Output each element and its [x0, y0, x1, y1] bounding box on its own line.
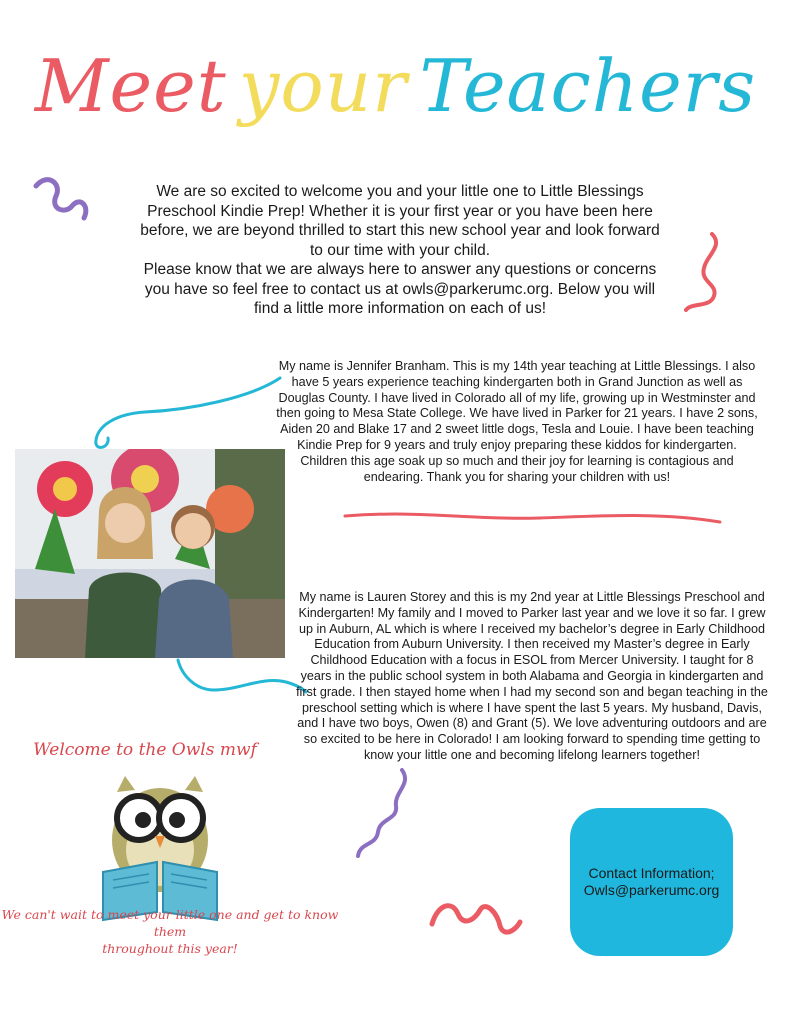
intro-paragraph-1: We are so excited to welcome you and your little one to Little Blessings Preschool Kindie Prep! Whether it is your first year or you have been here before, we are beyond thrilled to start this new school year and look forward to our time with your child.: [140, 183, 660, 259]
red-wave-middle: [345, 514, 720, 522]
teacher-bio-lauren: My name is Lauren Storey and this is my 2nd year at Little Blessings Preschool and Kindergarten! My family and I moved to Parker last year and we love it so far. I grew up in Auburn, AL which is where I received my bachelor’s degree in Early Childhood Education from Auburn University. I then received my Master’s degree in Early Childhood Education with a focus in ESOL from Mercer University. I taught for 8 years in the public school system in both Alabama and Georgia in kindergarten and first grade. I then stayed home when I had my second son and began teaching in the preschool setting which is where I have spent the last 5 years. My husband, Davis, and I have two boys, Owen (8) and Grant (5). We love adventuring outdoors and are so excited to be here in Colorado! I am looking forward to spending time getting to know your little one and becoming lifelong learners together!: [296, 590, 768, 762]
bottom-note-line-2: throughout this year!: [102, 941, 238, 956]
bottom-note-line-1: We can't wait to meet your little one and get to know them: [1, 907, 339, 939]
title-word-teachers: Teachers: [419, 44, 757, 128]
purple-squiggle-bottom: [358, 770, 405, 856]
blue-curve-top: [96, 378, 280, 447]
page-title: [0, 44, 791, 128]
contact-heading: Contact Information;: [588, 865, 715, 881]
teacher-bio-jennifer: My name is Jennifer Branham. This is my 14th year teaching at Little Blessings. I also have 5 years experience teaching kindergarten both in Grand Junction as well as Douglas County. I have lived in Colorado all of my life, growing up in Westminster and then going to Mesa State College. We have lived in Parker for 21 years. I have 2 sons, Aiden 20 and Blake 17 and 2 sweet little dogs, Tesla and Louie. I have been teaching Kindie Prep for 9 years and truly enjoy preparing these kiddos for kindergarten. Children this age soak up so much and their joy for learning is contagious and endearing. Thank you for sharing your children with us!: [276, 359, 758, 484]
title-word-your: your: [238, 44, 408, 128]
owl-reading-book-icon: [95, 762, 225, 922]
teachers-photo: [15, 449, 285, 658]
welcome-heading: Welcome to the Owls mwf: [33, 740, 257, 760]
red-squiggle-right: [686, 234, 716, 310]
owl-illustration: [95, 762, 225, 922]
title-word-meet: Meet: [34, 44, 227, 128]
bottom-note: [0, 906, 340, 957]
teachers-photo-illustration: [15, 449, 285, 658]
intro-paragraph-2: Please know that we are always here to answer any questions or concerns you have so feel free to contact us at owls@parkerumc.org. Below you will find a little more information on each of us!: [143, 261, 657, 317]
blue-curve-bottom: [178, 660, 306, 692]
contact-email[interactable]: Owls@parkerumc.org: [583, 882, 720, 898]
contact-box: [570, 808, 733, 956]
red-squiggle-bottom: [432, 906, 520, 932]
intro-text: [140, 182, 660, 319]
purple-squiggle-top-left: [36, 180, 86, 218]
